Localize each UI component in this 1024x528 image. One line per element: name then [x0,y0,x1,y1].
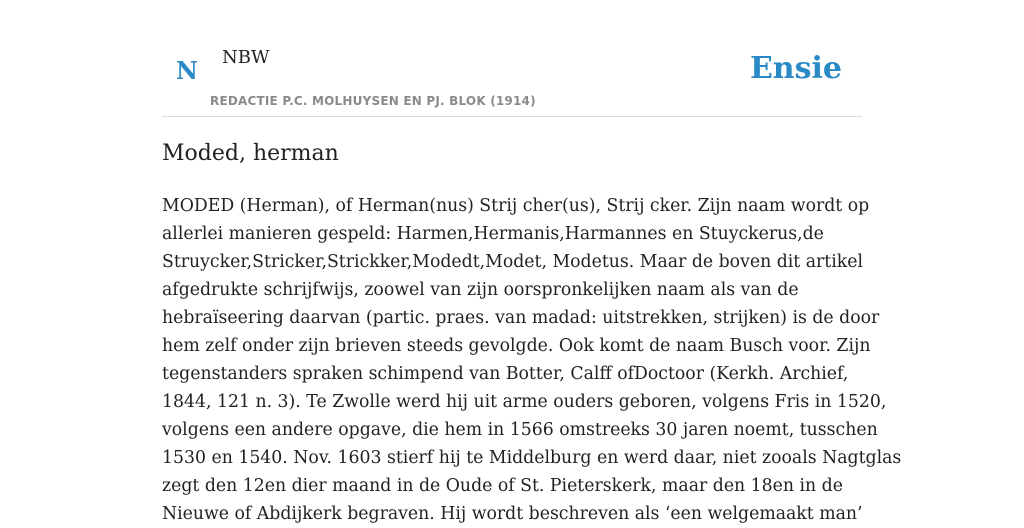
body-line: Nieuwe of Abdijkerk begraven. Hij wordt beschreven als ‘een welgemaakt man’ [162,504,863,524]
body-line: 1844, 121 n. 3). Te Zwolle werd hij uit arme ouders geboren, volgens Fris in 1520, [162,392,887,412]
body-line: hem zelf onder zijn brieven steeds gevolgde. Ook komt de naam Busch voor. Zijn [162,336,871,356]
body-line: afgedrukte schrijfwijs, zoowel van zijn oorspronkelijken naam als van de [162,280,799,300]
article-body [162,192,902,528]
source-header [162,0,862,117]
body-line: Struycker,Stricker,Strickker,Modedt,Modet, Modetus. Maar de boven dit artikel [162,252,863,272]
body-line: hebraïseering daarvan (partic. praes. van madad: uitstrekken, strijken) is de door [162,308,880,328]
source-subtitle: REDACTIE P.C. MOLHUYSEN EN PJ. BLOK (1914) [210,94,536,108]
body-line: allerlei manieren gespeld: Harmen,Hermanis,Harmannes en Stuyckerus,de [162,224,824,244]
body-line: 1530 en 1540. Nov. 1603 stierf hij te Middelburg en werd daar, niet zooals Nagtglas [162,448,902,468]
source-badge[interactable]: N [176,56,198,85]
body-line: zegt den 12en dier maand in de Oude of St. Pieterskerk, maar den 18en in de [162,476,843,496]
ensie-logo[interactable]: Ensie [749,51,842,86]
body-line: volgens een andere opgave, die hem in 1566 omstreeks 30 jaren noemt, tusschen [162,420,878,440]
source-name[interactable]: NBW [222,47,270,68]
body-line: tegenstanders spraken schimpend van Botter, Calff ofDoctoor (Kerkh. Archief, [162,364,849,384]
article-title: Moded, herman [162,141,339,166]
body-line: MODED (Herman), of Herman(nus) Strij cher(us), Strij cker. Zijn naam wordt op [162,196,870,216]
